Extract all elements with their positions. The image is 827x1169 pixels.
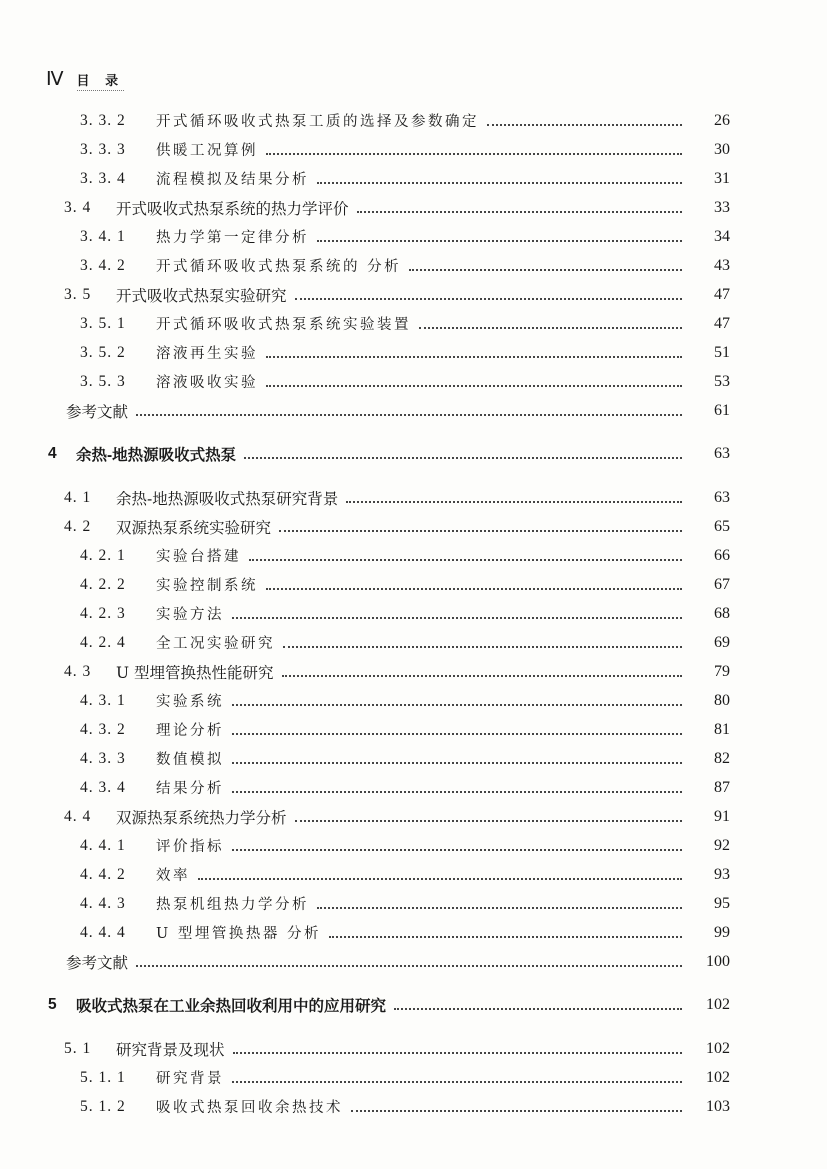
toc-entry-number: 4. 4. 4 [80,923,126,941]
dot-leader [295,820,682,822]
toc-entry-page: 91 [714,808,730,825]
dot-leader [394,1008,682,1010]
dot-leader [295,298,682,300]
toc-entry[interactable] [0,715,827,744]
toc-entry[interactable] [0,483,827,512]
dot-leader [198,878,682,880]
toc-entry-number: 4. 3. 1 [80,691,126,709]
toc-entry-number: 4. 4. 1 [80,836,126,854]
toc-entry-title: 开式循环吸收式热泵系统实验装置 [156,317,411,333]
toc-entry-number: 4. 2. 3 [80,604,126,622]
toc-entry-title: 结果分析 [156,781,224,797]
dot-leader [232,849,682,851]
toc-entry-number: 4. 3. 4 [80,778,126,796]
dot-leader [266,356,682,358]
toc-entry[interactable] [0,309,827,338]
toc-entry-number: 3. 5. 3 [80,372,126,390]
toc-entry-title: 开式吸收式热泵系统的热力学评价 [116,199,349,218]
dot-leader [136,414,682,416]
toc-entry-title: 双源热泵系统实验研究 [116,518,272,537]
dot-leader [233,1052,682,1054]
toc-entry-page: 34 [714,228,730,245]
toc-entry-number: 4. 3 [64,662,92,680]
toc-entry-number: 3. 4 [64,198,92,216]
toc-entry[interactable] [0,251,827,280]
toc-entry-page: 26 [714,112,730,129]
table-of-contents [0,106,827,1121]
toc-entry-title: 研究背景及现状 [116,1040,225,1059]
dot-leader [351,1110,682,1112]
dot-leader [409,269,682,271]
toc-entry-number: 4. 2 [64,517,92,535]
dot-leader [329,936,682,938]
toc-entry-number: 5. 1. 1 [80,1068,126,1086]
toc-entry-page: 63 [714,489,730,506]
toc-entry-title: 流程模拟及结果分析 [156,172,309,188]
toc-entry[interactable] [0,889,827,918]
toc-entry[interactable] [0,773,827,802]
toc-entry-page: 69 [714,634,730,651]
toc-entry-page: 100 [706,953,730,970]
toc-entry-page: 51 [714,344,730,361]
toc-entry-number: 5. 1. 2 [80,1097,126,1115]
dot-leader [282,675,683,677]
toc-entry-title: 开式循环吸收式热泵系统的 分析 [156,259,402,275]
dot-leader [266,153,682,155]
dot-leader [232,617,682,619]
dot-leader [249,559,682,561]
toc-entry-number: 4. 3. 2 [80,720,126,738]
toc-entry-number: 3. 3. 4 [80,169,126,187]
toc-entry-number: 4. 4. 2 [80,865,126,883]
toc-entry-number: 4. 1 [64,488,92,506]
dot-leader [346,501,682,503]
dot-leader [317,182,682,184]
toc-entry-title: 实验系统 [156,694,224,710]
toc-entry-number: 4. 3. 3 [80,749,126,767]
toc-entry-page: 68 [714,605,730,622]
toc-entry-page: 80 [714,692,730,709]
toc-entry-title: 效率 [156,868,190,884]
toc-entry[interactable] [0,657,827,686]
toc-entry-title: 吸收式热泵回收余热技术 [156,1100,343,1116]
toc-entry-number: 3. 3. 3 [80,140,126,158]
toc-entry-title: 供暖工况算例 [156,143,258,159]
toc-entry-page: 30 [714,141,730,158]
toc-entry-title: 实验方法 [156,607,224,623]
toc-entry-page: 95 [714,895,730,912]
toc-entry-page: 93 [714,866,730,883]
toc-entry-title: 全工况实验研究 [156,636,275,652]
toc-entry-number: 5. 1 [64,1039,92,1057]
toc-references-entry[interactable] [0,947,827,976]
dot-leader [232,733,682,735]
toc-entry[interactable] [0,222,827,251]
toc-entry-number: 4 [48,445,57,462]
page-header [46,68,124,91]
toc-entry-page: 92 [714,837,730,854]
dot-leader [232,704,682,706]
dot-leader [244,457,682,459]
toc-entry[interactable] [0,512,827,541]
toc-entry-page: 66 [714,547,730,564]
dot-leader [232,791,682,793]
toc-entry[interactable] [0,831,827,860]
dot-leader [266,588,682,590]
toc-entry-page: 102 [706,1069,730,1086]
toc-entry-number: 4. 2. 4 [80,633,126,651]
toc-entry-page: 43 [714,257,730,274]
dot-leader [419,327,682,329]
toc-entry-page: 81 [714,721,730,738]
toc-entry-number: 3. 4. 2 [80,256,126,274]
toc-entry-title: 评价指标 [156,839,224,855]
toc-entry[interactable] [0,686,827,715]
toc-entry-title: U 型埋管换热器 分析 [156,926,321,942]
toc-entry-title: 参考文献 [66,953,129,972]
toc-entry[interactable] [0,541,827,570]
toc-entry-title: 参考文献 [66,402,129,421]
toc-entry-page: 99 [714,924,730,941]
toc-entry-title: 理论分析 [156,723,224,739]
toc-entry-title: 开式吸收式热泵实验研究 [116,286,287,305]
toc-entry[interactable] [0,860,827,889]
toc-entry[interactable] [0,1034,827,1063]
dot-leader [317,907,682,909]
toc-chapter-entry[interactable] [0,990,827,1020]
toc-entry-title: 余热-地热源吸收式热泵研究背景 [116,489,339,508]
dot-leader [317,240,682,242]
toc-entry-page: 102 [706,996,730,1013]
toc-entry-number: 3. 5. 2 [80,343,126,361]
toc-entry-title: 热泵机组热力学分析 [156,897,309,913]
toc-chapter-entry[interactable] [0,439,827,469]
toc-references-entry[interactable] [0,396,827,425]
toc-entry-page: 63 [714,445,730,462]
toc-entry-page: 79 [714,663,730,680]
toc-entry[interactable] [0,338,827,367]
toc-entry[interactable] [0,280,827,309]
toc-entry-number: 3. 5 [64,285,92,303]
dot-leader [487,124,682,126]
dot-leader [136,965,682,967]
toc-entry-title: 余热-地热源吸收式热泵 [76,447,237,464]
toc-entry[interactable] [0,918,827,947]
dot-leader [279,530,682,532]
toc-entry-number: 3. 5. 1 [80,314,126,332]
toc-entry-page: 61 [714,402,730,419]
toc-entry-number: 5 [48,996,57,1013]
toc-entry-title: 溶液再生实验 [156,346,258,362]
toc-entry-page: 102 [706,1040,730,1057]
toc-entry-page: 53 [714,373,730,390]
toc-entry-number: 4. 4. 3 [80,894,126,912]
toc-entry-title: U 型埋管换热性能研究 [116,663,274,682]
toc-entry-page: 87 [714,779,730,796]
toc-entry-title: 热力学第一定律分析 [156,230,309,246]
toc-entry-number: 3. 4. 1 [80,227,126,245]
toc-entry-number: 4. 2. 1 [80,546,126,564]
toc-entry-title: 溶液吸收实验 [156,375,258,391]
toc-entry-page: 47 [714,315,730,332]
toc-entry[interactable] [0,802,827,831]
toc-entry-title: 双源热泵系统热力学分析 [116,808,287,827]
toc-entry-number: 4. 4 [64,807,92,825]
toc-entry[interactable] [0,744,827,773]
dot-leader [357,211,682,213]
toc-entry-title: 数值模拟 [156,752,224,768]
toc-entry[interactable] [0,570,827,599]
page-number-roman: Ⅳ [46,69,63,90]
toc-entry[interactable] [0,135,827,164]
toc-entry[interactable] [0,193,827,222]
toc-entry[interactable] [0,628,827,657]
toc-entry-title: 实验台搭建 [156,549,241,565]
toc-entry-page: 82 [714,750,730,767]
dot-leader [283,646,682,648]
toc-entry-number: 4. 2. 2 [80,575,126,593]
toc-entry-number: 3. 3. 2 [80,111,126,129]
toc-entry[interactable] [0,599,827,628]
toc-entry-page: 65 [714,518,730,535]
dot-leader [232,762,682,764]
toc-entry-page: 67 [714,576,730,593]
dot-leader [266,385,682,387]
toc-heading: 目 录 [77,70,125,91]
toc-entry-title: 开式循环吸收式热泵工质的选择及参数确定 [156,114,479,130]
toc-entry[interactable] [0,164,827,193]
toc-entry-title: 吸收式热泵在工业余热回收利用中的应用研究 [76,998,387,1015]
toc-entry-page: 31 [714,170,730,187]
toc-entry[interactable] [0,1092,827,1121]
toc-entry[interactable] [0,1063,827,1092]
toc-entry[interactable] [0,106,827,135]
dot-leader [232,1081,682,1083]
toc-entry-title: 研究背景 [156,1071,224,1087]
toc-entry-page: 33 [714,199,730,216]
toc-entry-page: 47 [714,286,730,303]
toc-entry[interactable] [0,367,827,396]
toc-entry-title: 实验控制系统 [156,578,258,594]
toc-entry-page: 103 [706,1098,730,1115]
